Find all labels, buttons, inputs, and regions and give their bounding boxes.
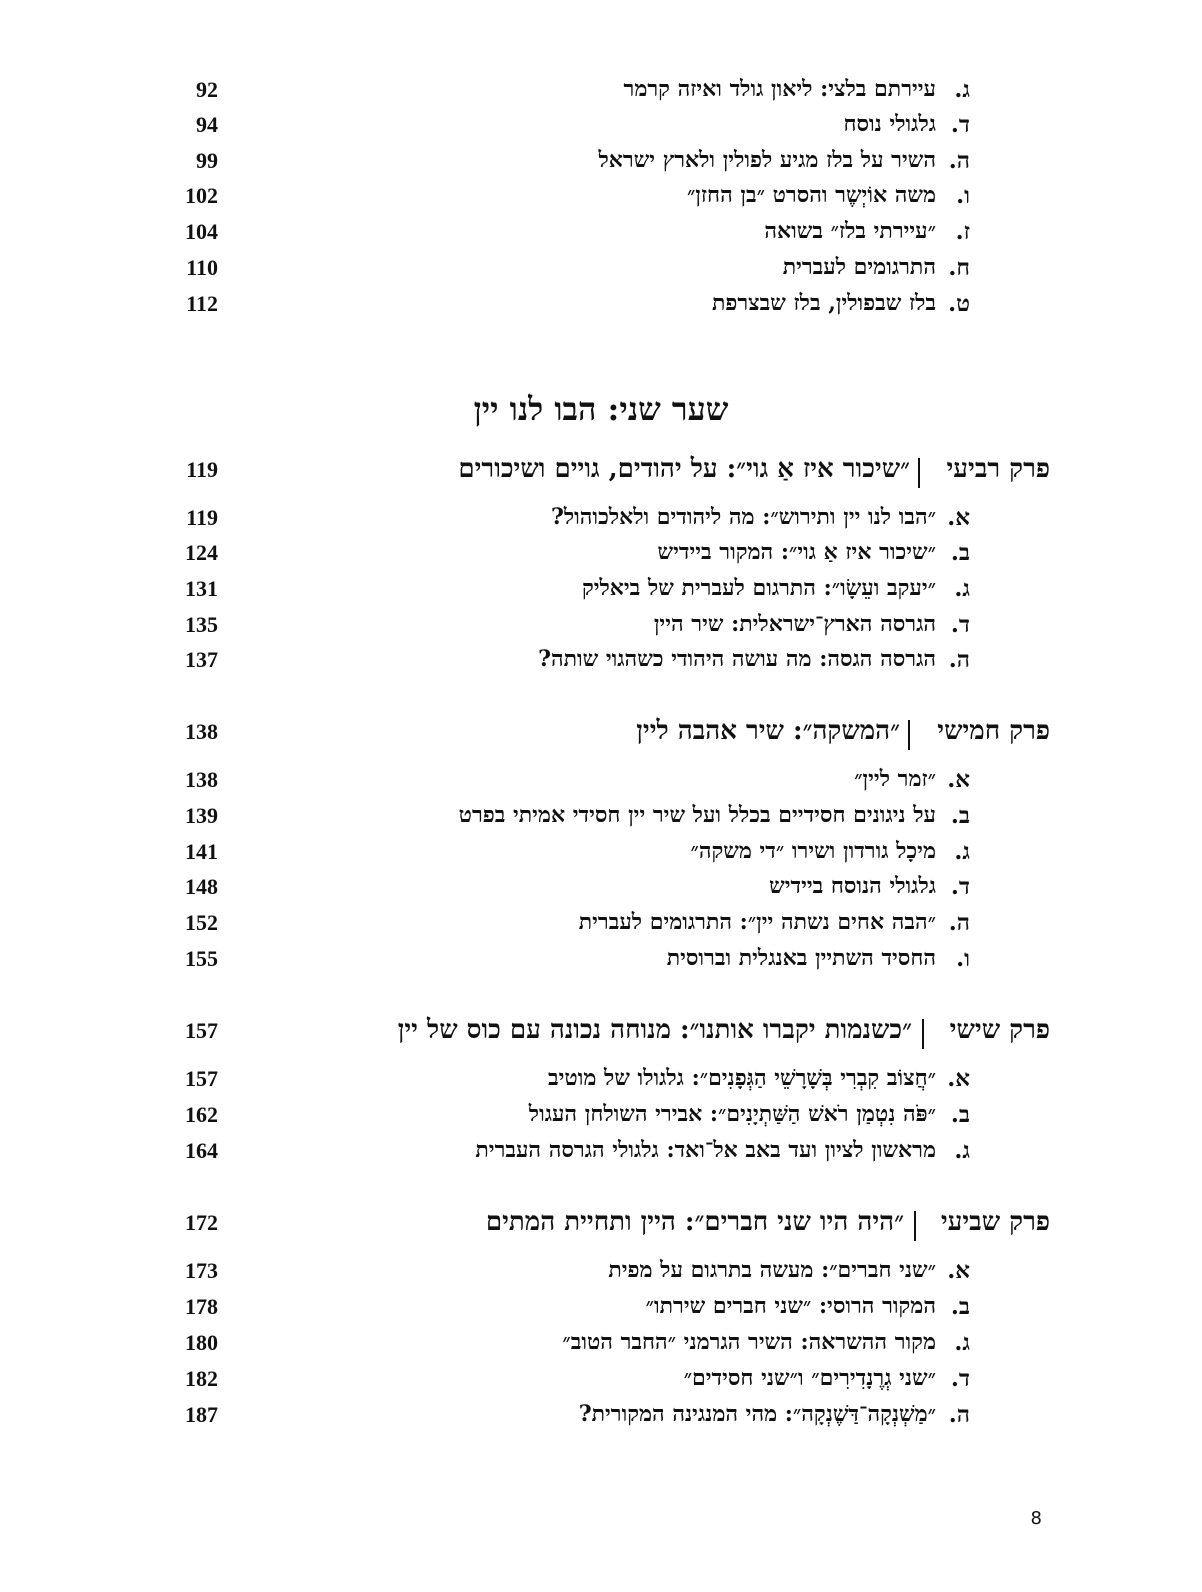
entry-letter: ג. [954, 575, 970, 602]
entry-page-number: 182 [185, 1366, 218, 1391]
entry-letter: ה. [948, 1401, 970, 1428]
entry-letter: א. [947, 766, 970, 793]
toc-entry [0, 941, 1202, 977]
toc-entry [0, 642, 1202, 678]
entry-page-number: 119 [186, 505, 218, 530]
entry-letter: ב. [950, 1293, 970, 1320]
entry-letter: ה. [948, 147, 970, 174]
chapter-separator [922, 1019, 924, 1049]
entry-letter: ד. [950, 611, 970, 638]
entry-title: התרגומים לעברית [782, 254, 936, 280]
entry-letter: ח. [948, 254, 970, 281]
chapter-separator [914, 1211, 916, 1241]
entry-page-number: 99 [196, 148, 218, 173]
entry-page-number: 138 [185, 767, 218, 792]
chapter-page-number: 119 [186, 457, 218, 482]
entry-title: ״הבה אחים נשתה יין״: התרגומים לעברית [578, 909, 936, 935]
toc-entry [0, 762, 1202, 798]
toc-entry [0, 869, 1202, 905]
entry-page-number: 162 [185, 1102, 218, 1127]
entry-letter: ט. [948, 290, 970, 317]
chapter-title: ״המשקה״: שיר אהבה ליין [636, 716, 900, 746]
toc-entry [0, 107, 1202, 143]
entry-page-number: 135 [185, 612, 218, 637]
entry-letter: ב. [950, 1101, 970, 1128]
entry-letter: ה. [948, 646, 970, 673]
page-number: 8 [1030, 1508, 1042, 1529]
chapter-page-number: 157 [185, 1018, 218, 1043]
toc-entry [0, 1289, 1202, 1325]
toc-entry [0, 571, 1202, 607]
toc-entry [0, 214, 1202, 250]
chapter-title: ״היה היו שני חברים״: היין ותחיית המתים [485, 1207, 904, 1237]
chapter-prefix: פרק שביעי [940, 1207, 1050, 1237]
entry-page-number: 139 [185, 803, 218, 828]
chapter-heading [0, 452, 1202, 488]
chapter-prefix: פרק רביעי [946, 454, 1050, 484]
chapter-page-number: 172 [185, 1210, 218, 1235]
entry-letter: ג. [954, 76, 970, 103]
toc-entry [0, 798, 1202, 834]
entry-title: משה אוֹיְשֶר והסרט ״בן החזן״ [686, 182, 936, 208]
chapter-separator [908, 720, 910, 750]
entry-title: בלז שבפולין, בלז שבצרפת [711, 290, 936, 316]
entry-letter: ו. [956, 182, 970, 209]
chapter-prefix: פרק שישי [949, 1015, 1050, 1045]
entry-title: החסיד השתיין באנגלית וברוסית [666, 945, 936, 971]
entry-letter: ו. [956, 945, 970, 972]
entry-title: מראשון לציון ועד באב אל־ואד: גלגולי הגרסה העברית [475, 1137, 936, 1163]
entry-letter: א. [947, 1065, 970, 1092]
entry-title: הגרסה הארץ־ישראלית: שיר היין [653, 611, 936, 637]
entry-page-number: 178 [185, 1294, 218, 1319]
toc-entry [0, 607, 1202, 643]
entry-page-number: 187 [185, 1402, 218, 1427]
entry-letter: ד. [950, 111, 970, 138]
entry-title: ״חֲצוֹב קִבְרִי בְּשָׁרָשֵׁי הַגְּפָנִים״: גלגולו של מוטיב [548, 1065, 936, 1091]
chapter-heading [0, 1205, 1202, 1241]
entry-title: השיר על בלז מגיע לפולין ולארץ ישראל [598, 147, 936, 173]
toc-entry [0, 143, 1202, 179]
entry-page-number: 180 [185, 1330, 218, 1355]
entry-letter: ז. [955, 218, 970, 245]
entry-letter: ד. [950, 873, 970, 900]
entry-page-number: 173 [185, 1258, 218, 1283]
chapter-title: ״כשנמות יקברו אותנו״: מנוחה נכונה עם כוס של יין [397, 1015, 912, 1045]
entry-page-number: 164 [185, 1138, 218, 1163]
chapter-separator [918, 458, 920, 488]
entry-title: המקור הרוסי: ״שני חברים שירתו״ [645, 1293, 936, 1319]
entry-title: ״יעקב ועֵשָׂו״: התרגום לעברית של ביאליק [581, 575, 936, 601]
toc-entry [0, 1397, 1202, 1433]
toc-entry [0, 178, 1202, 214]
entry-title: ״שני גְרֶנָדִירִים״ ו״שני חסידים״ [683, 1365, 936, 1391]
entry-letter: ג. [954, 1137, 970, 1164]
entry-title: ״שני חברים״: מעשה בתרגום על מפית [608, 1257, 936, 1283]
chapter-heading [0, 1013, 1202, 1049]
toc-entry [0, 500, 1202, 536]
entry-title: עיירתם בלצי: ליאון גולד ואיזה קרמר [623, 76, 936, 102]
toc-entry [0, 1253, 1202, 1289]
entry-letter: ב. [950, 802, 970, 829]
chapter-prefix: פרק חמישי [937, 716, 1050, 746]
entry-letter: ה. [948, 909, 970, 936]
toc-entry [0, 1361, 1202, 1397]
entry-page-number: 131 [185, 576, 218, 601]
toc-entry [0, 1061, 1202, 1097]
entry-page-number: 94 [196, 112, 218, 137]
entry-title: מקור ההשראה: השיר הגרמני ״החבר הטוב״ [562, 1329, 936, 1355]
toc-entry [0, 1325, 1202, 1361]
entry-letter: ב. [950, 539, 970, 566]
entry-title: ״הבו לנו יין ותירוש״: מה ליהודים ולאלכוהול? [550, 504, 936, 530]
entry-page-number: 102 [185, 183, 218, 208]
entry-title: ״מַשְׁנְקָה־דַּשֶׁנְקָה״: מהי המנגינה המקורית? [578, 1401, 936, 1427]
entry-title: ״שיכור איז אַ גוי״: המקור ביידיש [657, 539, 936, 565]
toc-entry [0, 1133, 1202, 1169]
entry-title: גלגולי הנוסח ביידיש [769, 873, 936, 899]
entry-page-number: 157 [185, 1066, 218, 1091]
entry-page-number: 148 [185, 874, 218, 899]
toc-entry [0, 535, 1202, 571]
entry-page-number: 124 [185, 540, 218, 565]
entry-letter: א. [947, 504, 970, 531]
toc-entry [0, 905, 1202, 941]
entry-title: ״זמר ליין״ [854, 766, 936, 792]
entry-page-number: 92 [196, 77, 218, 102]
toc-entry [0, 834, 1202, 870]
entry-page-number: 152 [185, 910, 218, 935]
toc-entry [0, 72, 1202, 108]
entry-title: מיכָל גורדון ושירו ״די משקה״ [690, 838, 936, 864]
entry-title: ״עיירתי בלז״ בשואה [764, 218, 936, 244]
toc-entry [0, 1097, 1202, 1133]
entry-title: על ניגונים חסידיים בכלל ועל שיר יין חסידי אמיתי בפרט [458, 802, 936, 828]
entry-page-number: 104 [185, 219, 218, 244]
entry-letter: ג. [954, 1329, 970, 1356]
entry-letter: ד. [950, 1365, 970, 1392]
toc-entry [0, 250, 1202, 286]
entry-page-number: 110 [186, 255, 218, 280]
entry-page-number: 141 [185, 839, 218, 864]
entry-title: הגרסה הגסה: מה עושה היהודי כשהגוי שותה? [538, 646, 936, 672]
entry-title: גלגולי נוסח [843, 111, 936, 137]
entry-page-number: 137 [185, 647, 218, 672]
entry-page-number: 112 [186, 291, 218, 316]
entry-title: ״פֹּה נִטְמַן רֹאשׁ הַשַּׁתְיָנִים״: אבירי השולחן העגול [528, 1101, 936, 1127]
toc-entry [0, 286, 1202, 322]
part-title: שער שני: הבו לנו יין [473, 390, 729, 428]
entry-letter: ג. [954, 838, 970, 865]
chapter-page-number: 138 [185, 719, 218, 744]
entry-page-number: 155 [185, 946, 218, 971]
chapter-heading [0, 714, 1202, 750]
entry-letter: א. [947, 1257, 970, 1284]
chapter-title: ״שיכור איז אַ גוי״: על יהודים, גויים ושיכורים [458, 454, 910, 484]
